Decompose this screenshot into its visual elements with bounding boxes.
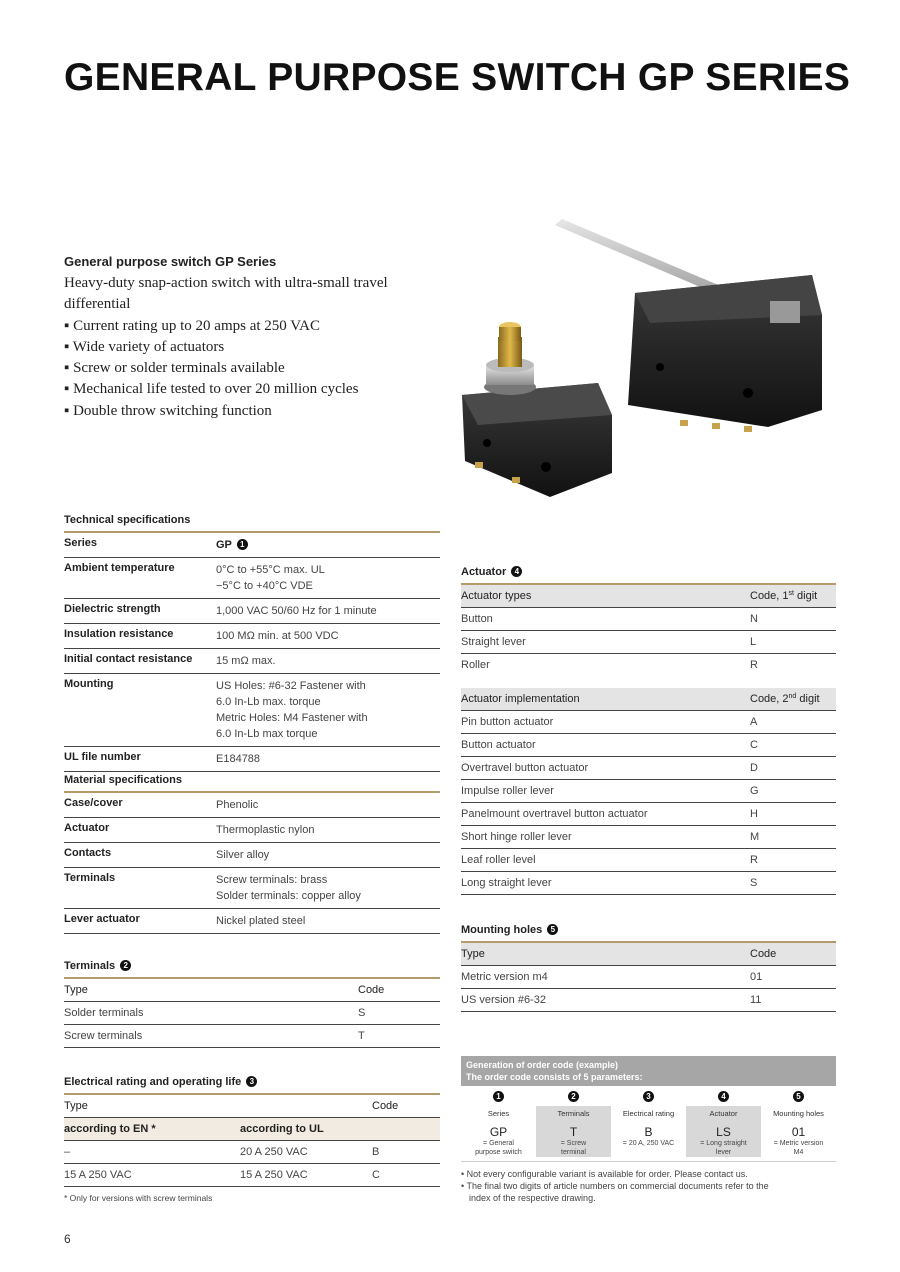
footnote: * Only for versions with screw terminals [64, 1193, 213, 1203]
intro-heading: General purpose switch GP Series [64, 254, 277, 269]
section-title: Technical specifications [64, 514, 191, 526]
material-specifications [64, 774, 440, 934]
badge-1: 1 [237, 539, 248, 550]
table-row: Long straight lever S [461, 872, 836, 895]
order-note: • Not every configurable variant is available for order. Please contact us. [461, 1169, 748, 1179]
order-param: 2 Terminals T = Screw terminal [536, 1086, 611, 1157]
list-item: ▪ Current rating up to 20 amps at 250 VAC [64, 317, 321, 334]
table-row: Overtravel button actuator D [461, 757, 836, 780]
electrical-table [64, 1093, 440, 1187]
table-row: Straight lever L [461, 631, 836, 654]
material-spec-table [64, 791, 440, 934]
order-code-grid [461, 1086, 836, 1157]
terminals-section [64, 960, 440, 1048]
table-row: Lever actuator Nickel plated steel [64, 909, 440, 934]
table-row: UL file number E184788 [64, 747, 440, 772]
list-item: ▪ Wide variety of actuators [64, 338, 225, 355]
table-row: Dielectric strength 1,000 VAC 50/60 Hz for 1 minute [64, 599, 440, 624]
table-row: Leaf roller level R [461, 849, 836, 872]
section-title: Material specifications [64, 774, 182, 786]
pin-button [499, 327, 521, 341]
electrical-rating-section [64, 1076, 440, 1204]
badge-5: 5 [547, 924, 558, 935]
order-param: 4 Actuator LS = Long straight lever [686, 1086, 761, 1157]
table-row: Mounting US Holes: #6-32 Fastener with 6.0 In-Lb max. torque Metric Holes: M4 Fastener with 6.0 In-Lb max torque [64, 674, 440, 747]
terminals-table [64, 977, 440, 1048]
table-header: Actuator implementation Code, 2nd digit [461, 688, 836, 711]
badge-3: 3 [246, 1076, 257, 1087]
table-header: Type Code [64, 978, 440, 1002]
order-code-box [461, 1056, 836, 1204]
table-row: Button actuator C [461, 734, 836, 757]
section-title: Electrical rating and operating life [64, 1076, 242, 1088]
order-param: 3 Electrical rating B = 20 A, 250 VAC [622, 1091, 675, 1147]
table-row: – 20 A 250 VAC B [64, 1141, 440, 1164]
table-header: Actuator types Code, 1st digit [461, 584, 836, 608]
badge-2: 2 [120, 960, 131, 971]
table-row: Series GP 1 [64, 532, 440, 558]
table-row: Solder terminals S [64, 1002, 440, 1025]
table-row: Contacts Silver alloy [64, 843, 440, 868]
table-row: Short hinge roller lever M [461, 826, 836, 849]
table-row: Screw terminals T [64, 1025, 440, 1048]
table-row: Button N [461, 608, 836, 631]
table-row: Ambient temperature 0°C to +55°C max. UL −5°C to +40°C VDE [64, 558, 440, 599]
table-row: Impulse roller lever G [461, 780, 836, 803]
table-row: Actuator Thermoplastic nylon [64, 818, 440, 843]
section-title: Actuator [461, 566, 507, 578]
section-title: Mounting holes [461, 924, 543, 936]
order-note: index of the respective drawing. [469, 1193, 596, 1203]
actuator-impl-table [461, 688, 836, 895]
intro-tagline: Heavy-duty snap-action switch with ultra-small travel differential [64, 275, 388, 313]
table-row: Panelmount overtravel button actuator H [461, 803, 836, 826]
table-row: Insulation resistance 100 MΩ min. at 500 VDC [64, 624, 440, 649]
table-header: Type Code [64, 1094, 440, 1118]
actuator-types-table [461, 583, 836, 676]
table-row: Case/cover Phenolic [64, 792, 440, 818]
badge-4: 4 [511, 566, 522, 577]
technical-specifications [64, 514, 440, 772]
order-param: 1 Series GP = General purpose switch [475, 1091, 522, 1156]
intro-block [64, 254, 444, 422]
table-header: Type Code [461, 942, 836, 966]
mounting-holes-section [461, 924, 836, 1012]
mounting-table [461, 941, 836, 1012]
table-row: 15 A 250 VAC 15 A 250 VAC C [64, 1164, 440, 1187]
list-item: ▪ Mechanical life tested to over 20 million cycles [64, 381, 359, 398]
tech-spec-table [64, 531, 440, 772]
table-row: Roller R [461, 659, 758, 671]
order-param: 5 Mounting holes 01 = Metric version M4 [773, 1091, 824, 1156]
list-item: ▪ Double throw switching function [64, 402, 272, 419]
table-subheader: according to EN * according to UL [64, 1118, 440, 1141]
list-item: ▪ Screw or solder terminals available [64, 360, 285, 377]
section-title: Terminals [64, 960, 116, 972]
table-row: Pin button actuator A [461, 711, 836, 734]
order-code-header: Generation of order code (example) The order code consists of 5 parameters: [461, 1056, 836, 1086]
table-row: US version #6-32 11 [461, 989, 836, 1012]
page-number: 6 [64, 1232, 71, 1246]
table-row: Terminals Screw terminals: brass Solder terminals: copper alloy [64, 868, 440, 909]
actuator-section [461, 566, 836, 895]
product-photo [450, 215, 850, 505]
table-row: Metric version m4 01 [461, 966, 836, 989]
table-row: Initial contact resistance 15 mΩ max. [64, 649, 440, 674]
page-title: GENERAL PURPOSE SWITCH GP SERIES [64, 56, 851, 99]
order-note: • The final two digits of article numbers on commercial documents refer to the [461, 1181, 769, 1191]
